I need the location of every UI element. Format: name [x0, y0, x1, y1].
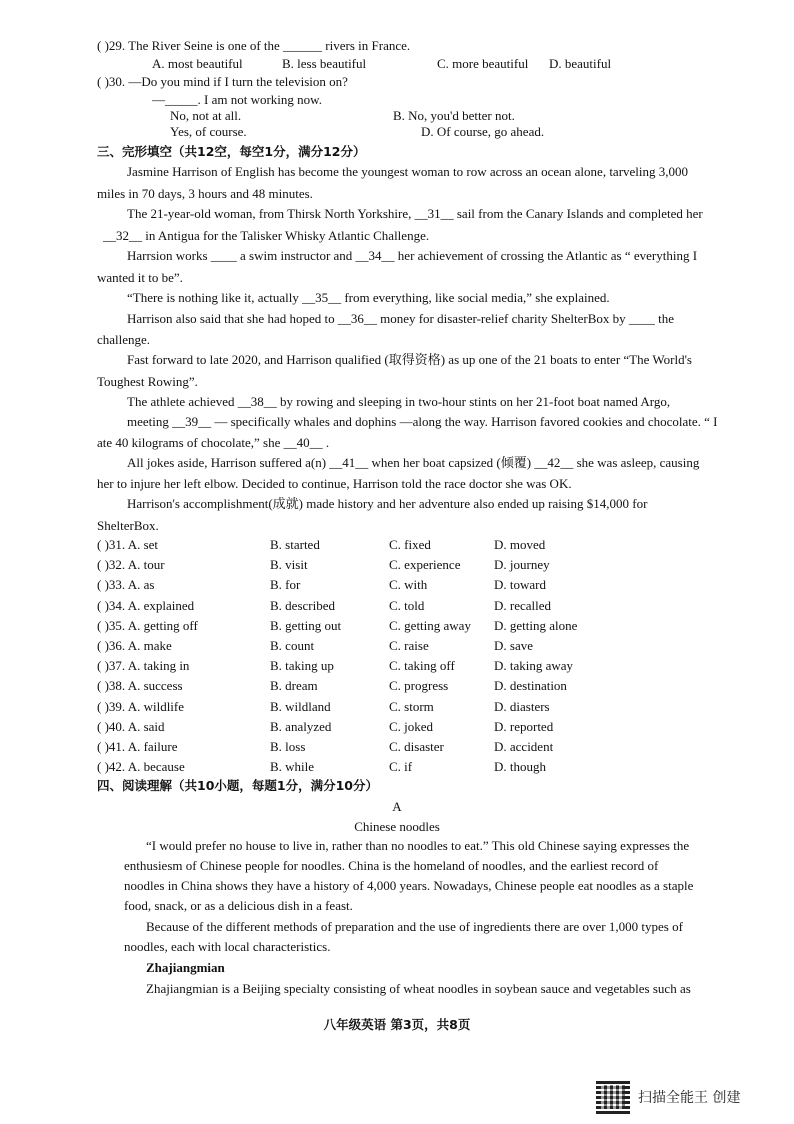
option-d: D. journey	[494, 557, 550, 573]
option-b: B. while	[270, 759, 315, 775]
text-line: Harrison's accomplishment(成就) made history and her adventure also ended up raising $14,000 for	[127, 496, 648, 511]
text-line: miles in 70 days, 3 hours and 48 minutes.	[97, 186, 313, 201]
option-b: B. wildland	[270, 698, 331, 714]
text-line: Harrsion works ____ a swim instructor and __34__ her achievement of crossing the Atlantic as “ everything I	[127, 248, 698, 263]
question-option-a: ( )34. A. explained	[97, 597, 195, 613]
option-b: B. described	[270, 597, 335, 613]
question-option-a: ( )36. A. make	[97, 638, 172, 653]
text-line: Jasmine Harrison of English has become the youngest woman to row across an ocean alone, tarveling 3,000	[127, 164, 689, 179]
option-b: B. visit	[270, 557, 308, 573]
question-option-a: ( )33. A. as	[97, 577, 155, 593]
text-line: “There is nothing like it, actually __35__ from everything, like social media,” she explained.	[127, 290, 610, 305]
qr-code-icon	[596, 1080, 630, 1114]
option-c: C. storm	[389, 698, 434, 714]
option-d: D. accident	[494, 739, 554, 754]
text-line: ShelterBox.	[97, 518, 159, 533]
option-d: D. getting alone	[494, 617, 578, 633]
text-line: ate 40 kilograms of chocolate,” she __40__ .	[97, 435, 330, 450]
option-c: C. progress	[389, 678, 449, 694]
text-line: challenge.	[97, 332, 151, 347]
text-line: All jokes aside, Harrison suffered a(n) __41__ when her boat capsized (倾覆) __42__ she was asleep, causing	[127, 455, 700, 470]
option-b: B. started	[270, 537, 320, 552]
passage-label: A	[392, 799, 402, 814]
text-line: Zhajiangmian	[146, 960, 225, 975]
question-option-a: ( )38. A. success	[97, 678, 183, 694]
text-line: The 21-year-old woman, from Thirsk North Yorkshire, __31__ sail from the Canary Islands and completed her	[127, 206, 703, 221]
text-line: wanted it to be”.	[97, 270, 183, 285]
option-c: C. disaster	[389, 739, 444, 754]
text-line: __32__ in Antigua for the Talisker Whisky Atlantic Challenge.	[103, 228, 430, 243]
option-c: C. taking off	[389, 658, 455, 674]
scanner-watermark	[596, 1080, 740, 1114]
page-footer: 八年级英语 第3页，共8页	[323, 1017, 471, 1032]
option-d: D. recalled	[494, 597, 552, 613]
option-c: C. fixed	[389, 537, 431, 552]
option-c: C. joked	[389, 718, 434, 734]
option-b: B. count	[270, 638, 315, 653]
question-option-a: ( )42. A. because	[97, 759, 185, 775]
text-line: enthusiesm of Chinese people for noodles. China is the homeland of noodles, and the earliest record of	[124, 858, 659, 873]
text-line: ( )30. —Do you mind if I turn the television on?	[97, 74, 348, 89]
text-line: Fast forward to late 2020, and Harrison qualified (取得资格) as up one of the 21 boats to enter “The World's	[127, 352, 692, 367]
watermark-text: 扫描全能王 创建	[638, 1090, 741, 1106]
text-line: 三、完形填空（共12空，每空1分，满分12分）	[97, 144, 366, 159]
option-c: C. getting away	[389, 617, 471, 633]
text-line: A. most beautiful	[152, 56, 243, 71]
question-option-a: ( )40. A. said	[97, 718, 165, 734]
option-c: C. if	[389, 759, 413, 775]
option-d: D. toward	[494, 577, 546, 593]
text-line: ( )29. The River Seine is one of the ______ rivers in France.	[97, 38, 411, 53]
text-line: noodles, each with local characteristics.	[124, 939, 331, 954]
text-line: The athlete achieved __38__ by rowing and sleeping in two-hour stints on her 21-foot boat named Argo,	[127, 394, 671, 409]
option-d: D. diasters	[494, 698, 550, 714]
text-line: Because of the different methods of preparation and the use of ingredients there are over 1,000 types of	[146, 919, 683, 934]
text-line: noodles in China shows they have a history of 4,000 years. Nowadays, Chinese people eat noodles as a staple	[124, 878, 694, 893]
text-line: 四、阅读理解（共10小题，每题1分，满分10分）	[97, 778, 378, 793]
question-option-a: ( )37. A. taking in	[97, 658, 190, 674]
option-c: C. raise	[389, 638, 429, 653]
option-d: D. reported	[494, 718, 554, 734]
question-option-a: ( )31. A. set	[97, 537, 159, 552]
text-line: Toughest Rowing”.	[97, 374, 198, 389]
option-b: B. analyzed	[270, 718, 332, 734]
text-line: B. No, you'd better not.	[393, 108, 515, 123]
passage-title: Chinese noodles	[354, 819, 440, 834]
question-option-a: ( )32. A. tour	[97, 557, 165, 573]
text-line: —_____. I am not working now.	[152, 92, 322, 107]
option-d: D. destination	[494, 678, 567, 694]
text-line: food, snack, or as a delicious dish in a feast.	[124, 898, 353, 913]
option-c: C. with	[389, 577, 428, 593]
option-b: B. getting out	[270, 617, 342, 633]
text-line: Zhajiangmian is a Beijing specialty consisting of wheat noodles in soybean sauce and vegetables such as	[146, 981, 691, 996]
question-option-a: ( )39. A. wildlife	[97, 698, 185, 714]
text-line: Harrison also said that she had hoped to __36__ money for disaster-relief charity ShelterBox by ____ the	[127, 311, 675, 326]
question-option-a: ( )41. A. failure	[97, 739, 178, 754]
question-option-a: ( )35. A. getting off	[97, 617, 198, 633]
text-line: “I would prefer no house to live in, rather than no noodles to eat.” This old Chinese saying expresses the	[146, 838, 690, 853]
option-c: C. experience	[389, 557, 461, 573]
text-line: her to injure her left elbow. Decided to continue, Harrison told the race doctor she was OK.	[97, 476, 572, 491]
option-d: D. moved	[494, 537, 546, 552]
option-c: C. told	[389, 597, 425, 613]
text-line: No, not at all.	[170, 108, 242, 123]
option-d: D. though	[494, 759, 546, 775]
text-line: D. Of course, go ahead.	[421, 124, 545, 139]
text-line: Yes, of course.	[170, 124, 247, 139]
option-b: B. taking up	[270, 658, 334, 674]
option-b: B. dream	[270, 678, 318, 694]
option-d: D. taking away	[494, 658, 574, 674]
text-line: D. beautiful	[549, 56, 612, 71]
option-d: D. save	[494, 638, 533, 653]
option-b: B. for	[270, 577, 301, 593]
text-line: C. more beautiful	[437, 56, 529, 71]
option-b: B. loss	[270, 739, 306, 754]
text-line: B. less beautiful	[282, 56, 367, 71]
text-line: meeting __39__ — specifically whales and dophins —along the way. Harrison favored cookies and chocolate. “ I	[127, 414, 718, 429]
